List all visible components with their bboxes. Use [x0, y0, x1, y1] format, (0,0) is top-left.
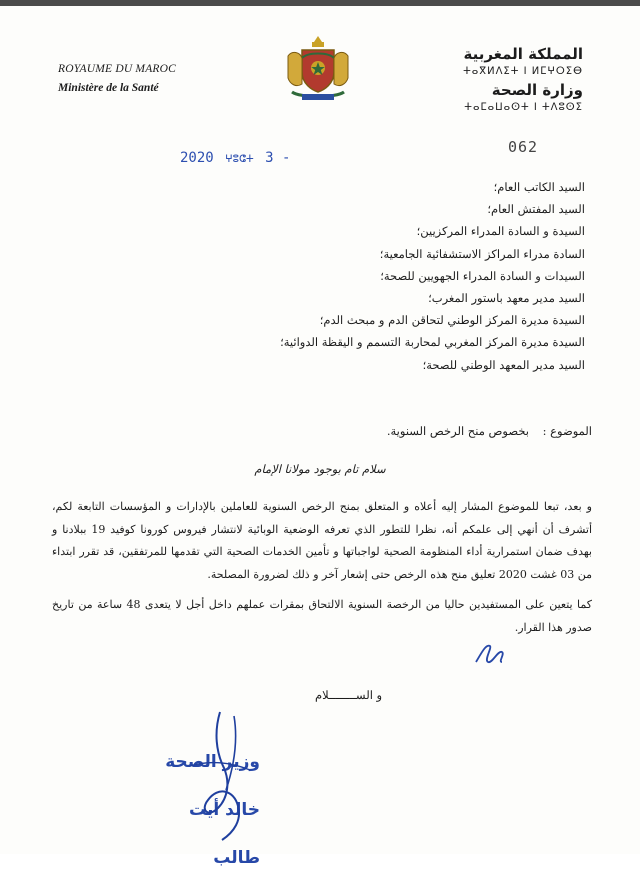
recipient-item: السيدة و السادة المدراء المركزيين؛	[416, 224, 585, 239]
body-paragraph-2: كما يتعين على المستفيدين حاليا من الرخصة السنوية الالتحاق بمقرات عملهم داخل أجل لا يتعدى 48 ساعة من تاريخ صدور هذا القرار.	[52, 598, 592, 634]
kingdom-label-tifinagh: ⵜⴰⴳⵍⴷⵉⵜ ⵏ ⵍⵎⵖⵔⵉⴱ	[463, 66, 583, 77]
recipient-item: السيدات و السادة المدراء الجهويين للصحة؛	[380, 268, 585, 283]
recipient-item: السادة مدراء المراكز الاستشفائية الجامعية؛	[379, 246, 585, 261]
recipient-item: السيد مدير المعهد الوطني للصحة؛	[422, 357, 585, 372]
reference-number: 062	[508, 138, 539, 156]
french-letterhead	[58, 60, 176, 98]
recipients-list	[165, 176, 585, 376]
recipient-item: السيدة مديرة المركز المغربي لمحاربة التسمم و اليقظة الدوائية؛	[280, 335, 585, 350]
recipient-item: السيد الكاتب العام؛	[493, 180, 585, 194]
ministry-label-fr: Ministère de la Santé	[58, 82, 159, 94]
arabic-letterhead	[463, 44, 583, 116]
subject-line	[387, 424, 592, 438]
signatory-title: وزير الصحة	[165, 752, 260, 772]
handwritten-signature-icon	[150, 706, 280, 846]
initials-mark-icon	[472, 640, 520, 668]
signatory-name: خالد أيت طالب	[189, 800, 260, 868]
kingdom-label-fr: ROYAUME DU MAROC	[58, 63, 177, 75]
moroccan-coat-of-arms-icon	[282, 34, 354, 102]
ministry-label-tifinagh: ⵜⴰⵎⴰⵡⴰⵙⵜ ⵏ ⵜⴷⵓⵙⵉ	[464, 102, 583, 113]
recipient-item: السيد المفتش العام؛	[487, 202, 585, 217]
date-day: 3 -	[265, 150, 291, 166]
date-stamp	[180, 150, 290, 166]
recipient-item: السيد مدير معهد باستور المغرب؛	[428, 291, 585, 306]
body-paragraph-1: و بعد، تبعا للموضوع المشار إليه أعلاه و المتعلق بمنح الرخص السنوية للعاملين بالإدارات و المؤسسات التابعة لكم، أتشرف أن أنهي إلى علمكم أنه، نظرا للتطور الذي تعرفه الوضعية الوبائية لانتشار فيروس كورونا كوفيد 19 ببلادنا و بهدف ضمان استمرارية أداء المنظومة الصحية لواجباتها و تأمين الخدمات الصحية التي تقدمها للمرتفقين، قد تقرر ابتداء من 03 غشت 2020 تعليق منح هذه الرخص حتى إشعار آخر و ذلك لضرورة المصلحة.	[52, 500, 592, 581]
closing-salutation: و الســــــــلام	[315, 688, 383, 702]
greeting: سلام تام بوجود مولانا الإمام	[254, 462, 386, 476]
letter-body	[52, 496, 592, 639]
subject-text: بخصوص منح الرخص السنوية.	[386, 424, 529, 438]
date-month: ⵖⵓⵛⵜ	[225, 154, 254, 165]
date-year: 2020	[180, 150, 214, 166]
recipient-item: السيدة مديرة المركز الوطني لتحاقن الدم و مبحث الدم؛	[319, 313, 585, 328]
subject-label: الموضوع :	[542, 424, 592, 438]
ministry-label-ar: وزارة الصحة	[491, 81, 583, 99]
kingdom-label-ar: المملكة المغربية	[463, 45, 583, 63]
